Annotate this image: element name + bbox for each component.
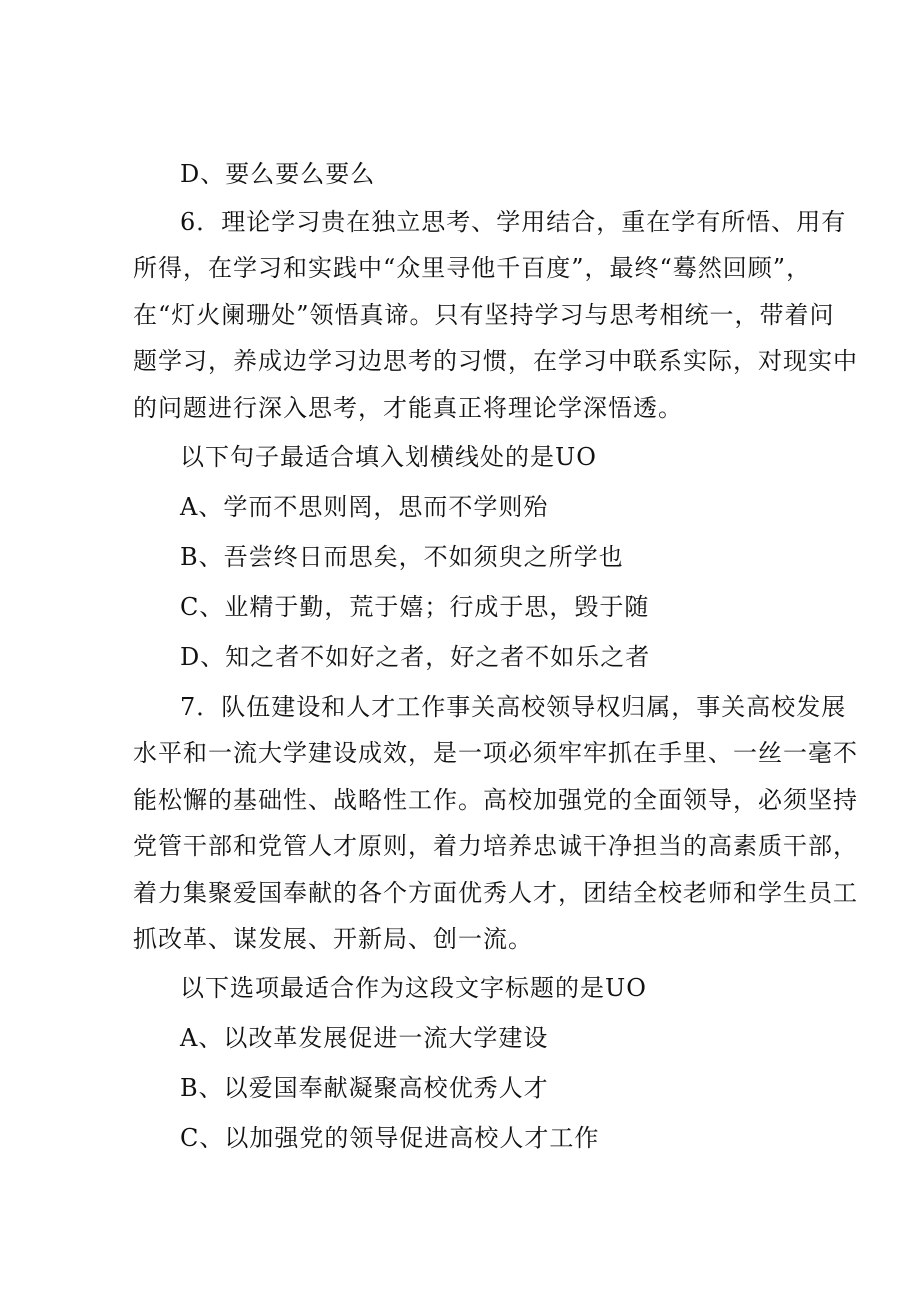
q6-text-line-2: 所得，在学习和实践中“众里寻他千百度”，最终“蓦然回顾”，: [133, 254, 812, 282]
q6-option-c: C、业精于勤，荒于嬉；行成于思，毁于随: [180, 593, 650, 621]
q6-option-d: D、知之者不如好之者，好之者不如乐之者: [180, 643, 651, 671]
q7-option-a: A、以改革发展促进一流大学建设: [180, 1024, 549, 1052]
q7-option-b: B、以爱国奉献凝聚高校优秀人才: [180, 1074, 549, 1102]
q6-prompt: 以下句子最适合填入划横线处的是UO: [180, 443, 597, 471]
q7-prompt: 以下选项最适合作为这段文字标题的是UO: [180, 974, 647, 1002]
q7-text-line-1: 7．队伍建设和人才工作事关高校领导权归属，事关高校发展: [180, 693, 847, 721]
q7-option-c: C、以加强党的领导促进高校人才工作: [180, 1124, 600, 1152]
q7-text-line-6: 抓改革、谋发展、开新局、创一流。: [133, 925, 533, 953]
q7-text-line-5: 着力集聚爱国奉献的各个方面优秀人才，团结全校老师和学生员工: [133, 879, 858, 907]
q6-text-line-1: 6．理论学习贵在独立思考、学用结合，重在学有所悟、用有: [180, 208, 847, 236]
q7-text-line-2: 水平和一流大学建设成效，是一项必须牢牢抓在手里、一丝一毫不: [133, 739, 858, 767]
q6-text-line-3: 在“灯火阑珊处”领悟真谛。只有坚持学习与思考相统一，带着问: [133, 301, 835, 329]
q6-option-a: A、学而不思则罔，思而不学则殆: [180, 493, 549, 521]
q6-option-b: B、吾尝终日而思矣，不如须臾之所学也: [180, 543, 624, 571]
q7-text-line-4: 党管干部和党管人才原则，着力培养忠诚干净担当的高素质干部，: [133, 832, 858, 860]
q7-text-line-3: 能松懈的基础性、战略性工作。高校加强党的全面领导，必须坚持: [133, 786, 858, 814]
q5-option-d: D、要么要么要么: [180, 160, 376, 188]
q6-text-line-5: 的问题进行深入思考，才能真正将理论学深悟透。: [133, 394, 683, 422]
q6-text-line-4: 题学习，养成边学习边思考的习惯，在学习中联系实际，对现实中: [133, 347, 858, 375]
